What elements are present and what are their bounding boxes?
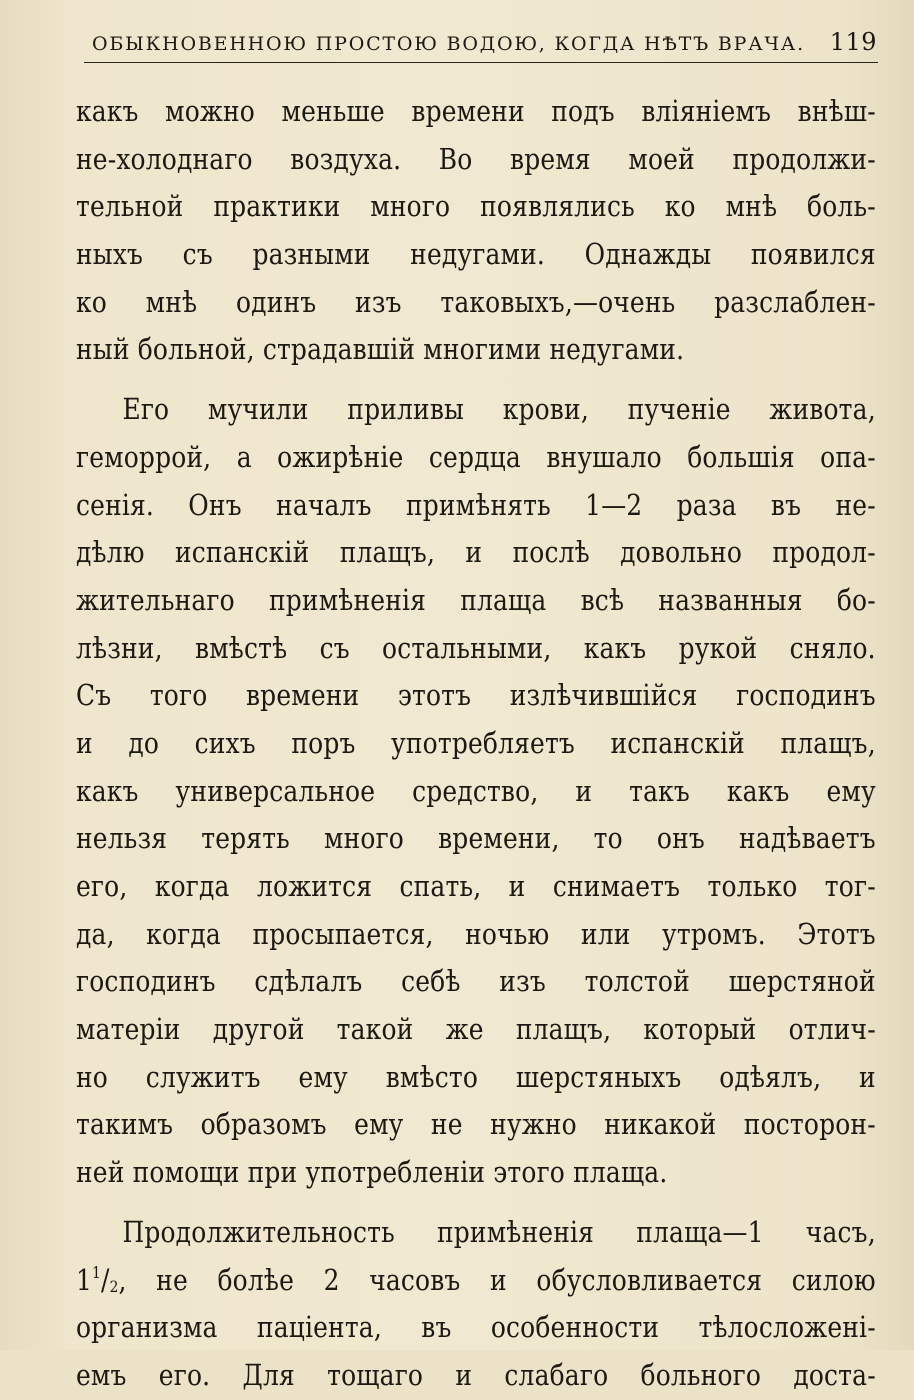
text-line: да, когда просыпается, ночью или утромъ. Этотъ [76,916,876,951]
text-line: Съ того времени этотъ излѣчившійся господинъ [76,678,876,713]
text-line: ныхъ съ разными недугами. Однажды появился [76,237,876,272]
text-line: какъ универсальное средство, и такъ какъ ему [76,773,876,808]
text-line: нельзя терять много времени, то онъ надѣваетъ [76,821,876,856]
text-line: ко мнѣ одинъ изъ таковыхъ,—очень разслаблен- [76,284,876,319]
header-rule [84,62,878,63]
text-line: организма паціента, въ особенности тѣлосложені- [76,1310,876,1345]
text-line: его, когда ложится спать, и снимаетъ только тог- [76,869,876,903]
text-line: жительнаго примѣненія плаща всѣ названныя бо- [76,582,876,617]
fraction-numerator: 1 [92,1262,101,1282]
text-line: господинъ сдѣлалъ себѣ изъ толстой шерстяной [76,964,876,999]
text-line: матеріи другой такой же плащъ, который отлич- [76,1012,876,1047]
text-line: тельной практики много появлялись ко мнѣ боль- [76,189,876,224]
text-line: сенія. Онъ началъ примѣнять 1—2 раза въ не- [76,487,876,522]
fraction-denominator: 2 [109,1276,119,1296]
text-line: Продолжительность примѣненія плаща—1 часъ, [122,1214,876,1249]
text-line: какъ можно меньше времени подъ вліяніемъ внѣш- [76,94,876,128]
running-head-title: ОБЫКНОВЕННОЮ ПРОСТОЮ ВОДОЮ, КОГДА НѢТЪ ВРАЧА. [92,33,805,55]
text-line: ный больной, страдавшій многими недугами. [76,332,685,367]
running-head [92,28,877,64]
text-line: ней помощи при употребленіи этого плаща. [76,1155,668,1190]
fraction-whole: 1 [76,1262,93,1297]
text-line: лѣзни, вмѣстѣ съ остальными, какъ рукой сняло. [76,630,876,665]
text-line: но служитъ ему вмѣсто шерстяныхъ одѣялъ, и [76,1059,876,1094]
text-line: дѣлю испанскій плащъ, и послѣ довольно продол- [76,535,876,570]
text-line: и до сихъ поръ употребляетъ испанскій плащъ, [76,725,876,760]
text-line: не-холоднаго воздуха. Во время моей продолжи- [76,141,876,176]
fraction-line-rest: , не болѣе 2 часовъ и обусловливается силою [118,1262,876,1297]
body-text [76,88,876,1400]
text-line: геморрой, а ожирѣніе сердца внушало большія опа- [76,439,876,474]
text-line: емъ его. Для тощаго и слабаго больного доста- [76,1357,876,1392]
text-line-with-fraction: $1^1/_2$, не болѣе 2 часовъ и обусловливается силою [76,1262,876,1297]
text-line: Его мучили приливы крови, пученіе живота, [122,392,876,427]
text-line: такимъ образомъ ему не нужно никакой посторон- [76,1107,876,1142]
page-number: 119 [829,28,877,56]
